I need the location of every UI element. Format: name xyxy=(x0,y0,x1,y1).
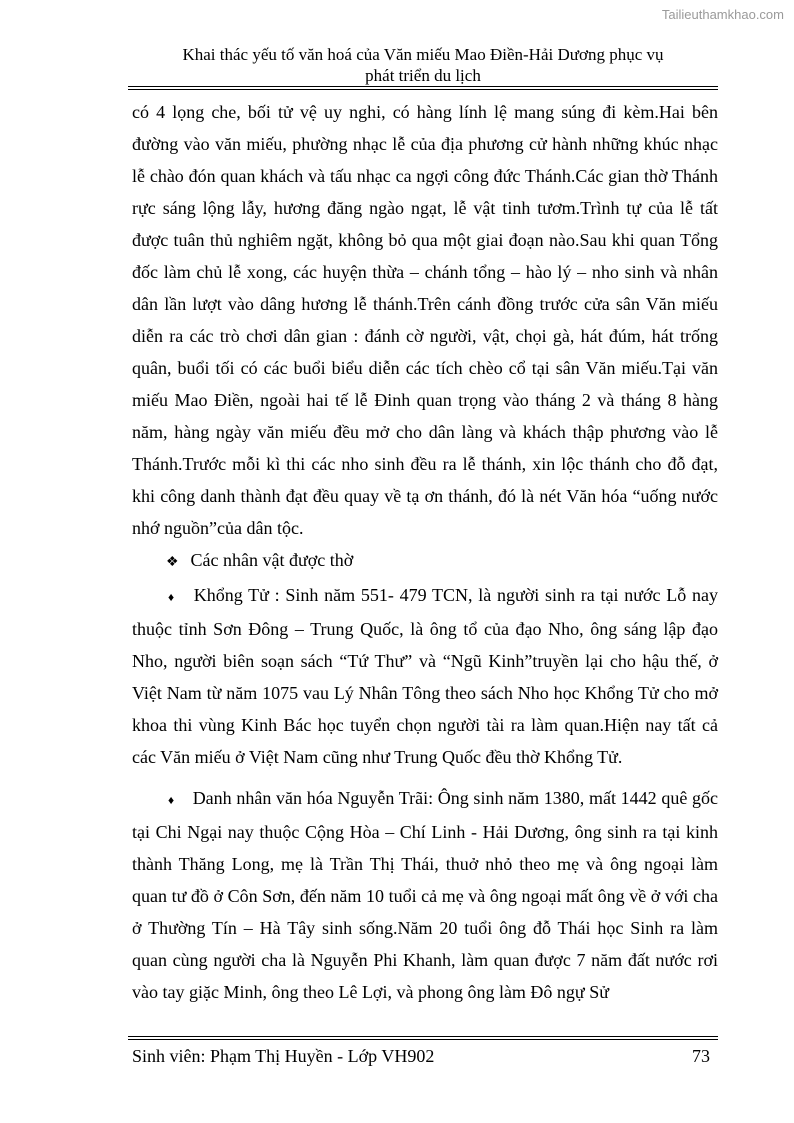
list-item-text: Khổng Tử : Sinh năm 551- 479 TCN, là người sinh ra tại nước Lỗ nay thuộc tỉnh Sơn Đông – Trung Quốc, là ông tổ của đạo Nho, ông sáng lập đạo Nho, người biên soạn sách “Tứ Thư” và “Ngũ Kinh”truyền lại cho hậu thế, ở Việt Nam từ năm 1075 vau Lý Nhân Tông theo sách Nho học Khổng Tử cho mở khoa thi vùng Kinh Bác học tuyển chọn người tài ra làm quan.Hiện nay tất cả các Văn miếu ở Việt Nam cũng như Trung Quốc đều thờ Khổng Tử. xyxy=(132,585,719,767)
footer-student-info: Sinh viên: Phạm Thị Huyền - Lớp VH902 xyxy=(132,1046,435,1066)
header-title-line1: Khai thác yếu tố văn hoá của Văn miếu Mao Điền-Hải Dương phục vụ xyxy=(182,45,664,64)
watermark: Tailieuthamkhao.com xyxy=(661,7,784,22)
footer-rule-double xyxy=(128,1039,718,1040)
diamond-bullet-icon: ♦ xyxy=(168,590,175,604)
page-body xyxy=(132,96,718,1008)
page-number: 73 xyxy=(692,1046,710,1066)
section-heading xyxy=(132,544,718,579)
running-footer xyxy=(132,1046,710,1067)
list-item-text: Danh nhân văn hóa Nguyễn Trãi: Ông sinh năm 1380, mất 1442 quê gốc tại Chi Ngại nay thuộc Cộng Hòa – Chí Linh - Hải Dương, ông sinh ra tại kinh thành Thăng Long, mẹ là Trần Thị Thái, thuở nhỏ theo mẹ và ông ngoại làm quan tư đồ ở Côn Sơn, đến năm 10 tuổi cả mẹ và ông ngoại mất ông về ở với cha ở Thường Tín – Hà Tây sinh sống.Năm 20 tuổi ông đỗ Thái học Sinh ra làm quan cùng người cha là Nguyễn Phi Khanh, làm quan được 7 năm đất nước rơi vào tay giặc Minh, ông theo Lê Lợi, và phong ông làm Đô ngự Sử xyxy=(132,788,718,1002)
list-item xyxy=(132,782,718,1008)
header-rule xyxy=(128,86,718,87)
running-header xyxy=(128,44,718,86)
diamond-bullet-icon: ♦ xyxy=(168,793,175,807)
footer-rule xyxy=(128,1036,718,1037)
diamond-outline-icon: ❖ xyxy=(166,555,179,570)
list-item xyxy=(132,579,718,773)
header-rule-double xyxy=(128,89,718,90)
header-title-line2: phát triển du lịch xyxy=(365,66,481,85)
paragraph: có 4 lọng che, bối tử vệ uy nghi, có hàng lính lệ mang súng đi kèm.Hai bên đường vào văn miếu, phường nhạc lễ của địa phương cử hành những khúc nhạc lễ chào đón quan khách và tấu nhạc ca ngợi công đức Thánh.Các gian thờ Thánh rực sáng lộng lẫy, hương đăng ngào ngạt, lễ vật tinh tươm.Trình tự của lễ tất được tuân thủ nghiêm ngặt, không bỏ qua một giai đoạn nào.Sau khi quan Tổng đốc làm chủ lễ xong, các huyện thừa – chánh tổng – hào lý – nho sinh và nhân dân lần lượt vào dâng hương lễ thánh.Trên cánh đồng trước cửa sân Văn miếu diễn ra các trò chơi dân gian : đánh cờ người, vật, chọi gà, hát đúm, hát trống quân, buổi tối có các buổi biểu diễn các tích chèo cổ tại sân Văn miếu.Tại văn miếu Mao Điền, ngoài hai tế lễ Đinh quan trọng vào tháng 2 và tháng 8 hàng năm, hàng ngày văn miếu đều mở cho dân làng và khách thập phương vào lễ Thánh.Trước mỗi kì thi các nho sinh đều ra lễ thánh, xin lộc thánh cho đỗ đạt, khi công danh thành đạt đều quay về tạ ơn thánh, đó là nét Văn hóa “uống nước nhớ nguồn”của dân tộc. xyxy=(132,102,718,538)
section-title: Các nhân vật được thờ xyxy=(190,550,354,570)
